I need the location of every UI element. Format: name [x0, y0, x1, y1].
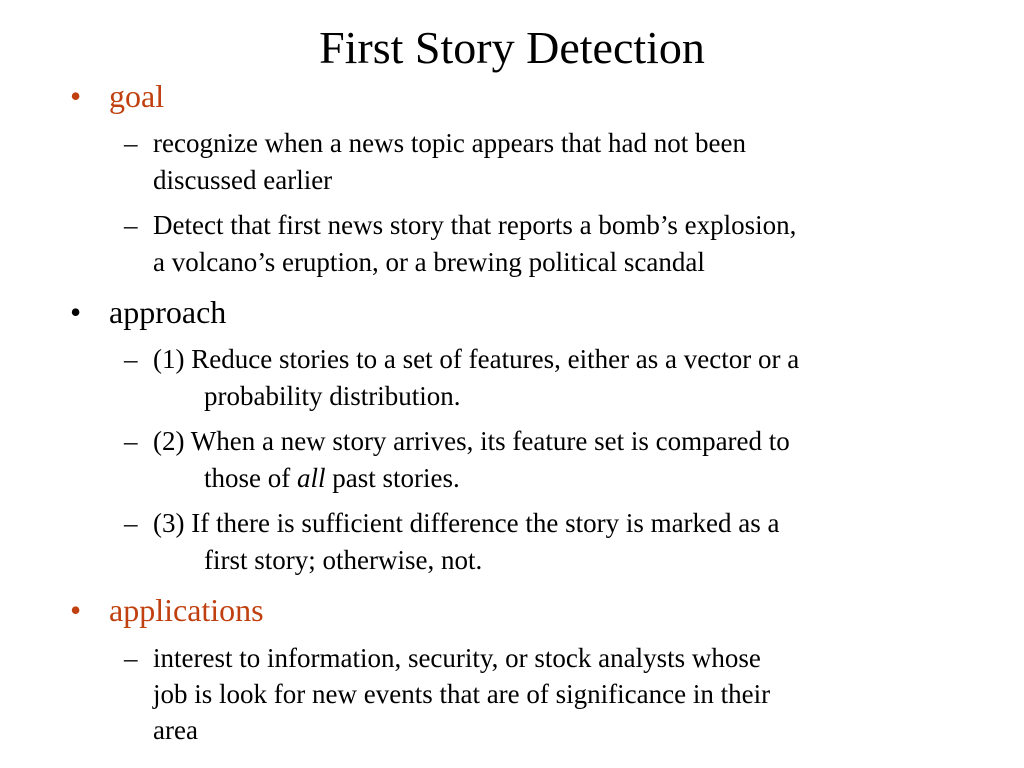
- dash: –: [124, 643, 138, 673]
- dash: –: [124, 426, 138, 456]
- sub-item-line: a volcano’s eruption, or a brewing political scandal: [153, 247, 705, 277]
- dash: –: [124, 344, 138, 374]
- sub-item-line: (3) If there is sufficient difference the story is marked as a: [153, 508, 780, 538]
- bullet-dot: •: [70, 294, 82, 330]
- sub-item-line: probability distribution.: [204, 381, 461, 411]
- sub-item-line: [204, 460, 460, 496]
- sub-item-line: first story; otherwise, not.: [204, 545, 483, 575]
- sub-item-line: Detect that first news story that reports a bomb’s explosion,: [153, 210, 797, 240]
- dash: –: [124, 128, 138, 158]
- emphasis-all: all: [296, 463, 326, 493]
- sub-item-line: (2) When a new story arrives, its feature set is compared to: [153, 426, 790, 456]
- sub-item-line: job is look for new events that are of significance in their: [153, 679, 771, 709]
- bullet-dot: •: [70, 78, 82, 114]
- dash: –: [124, 210, 138, 240]
- sub-item-line: recognize when a news topic appears that had not been: [153, 128, 747, 158]
- bullet-label-approach: approach: [109, 294, 227, 330]
- bullet-dot: •: [70, 592, 82, 628]
- sub-item-text: past stories.: [332, 463, 460, 493]
- bullet-label-applications: applications: [109, 592, 264, 628]
- sub-item-line: area: [153, 715, 198, 745]
- sub-item-line: interest to information, security, or stock analysts whose: [153, 643, 761, 673]
- sub-item-line: (1) Reduce stories to a set of features, either as a vector or a: [153, 344, 800, 374]
- sub-item-text: those of: [204, 463, 291, 493]
- sub-item-line: discussed earlier: [153, 165, 333, 195]
- dash: –: [124, 508, 138, 538]
- slide-title: First Story Detection: [319, 22, 705, 73]
- bullet-label-goal: goal: [109, 78, 165, 114]
